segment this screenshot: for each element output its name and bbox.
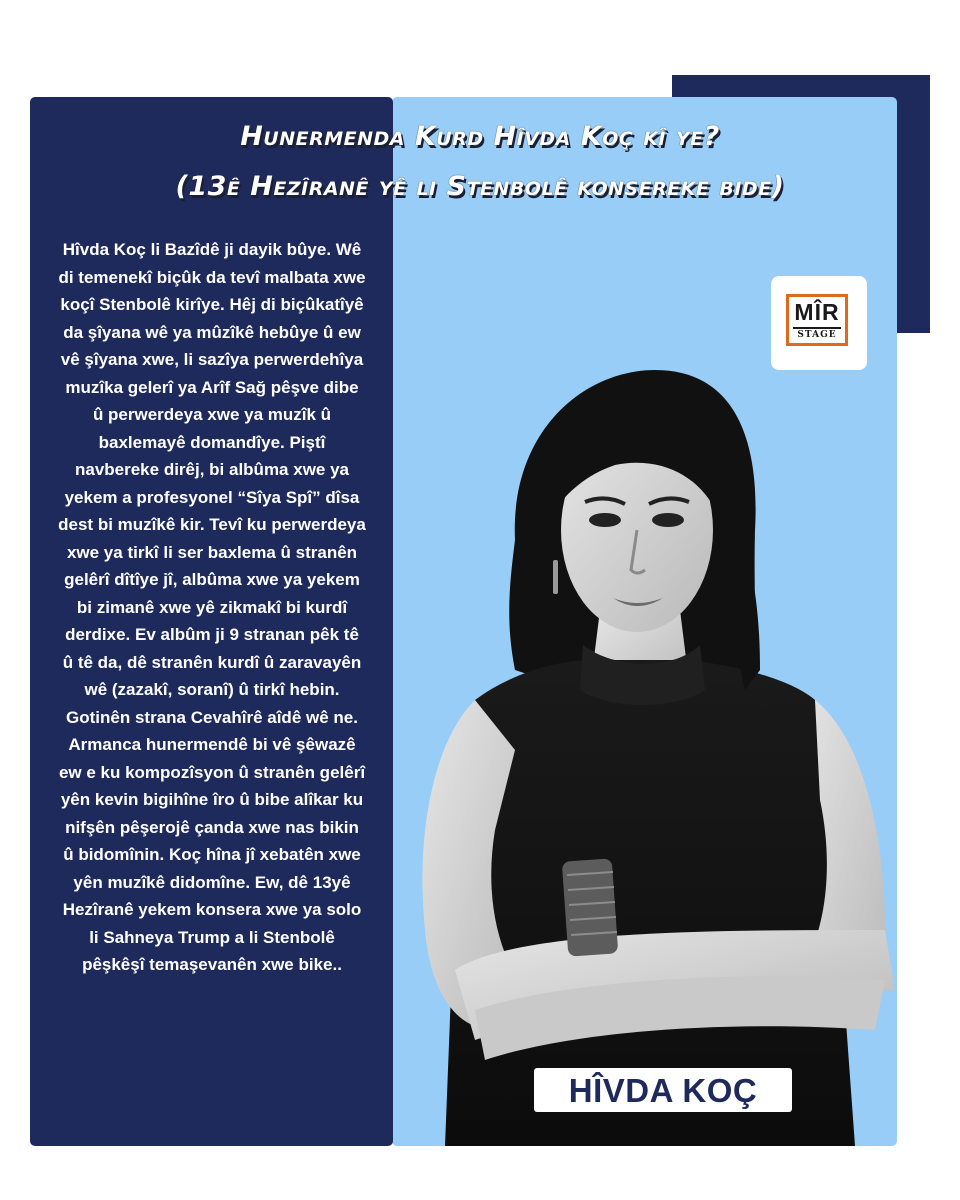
title-line-1: Hunermenda Kurd Hîvda Koç kî ye?	[240, 121, 720, 152]
name-tag: HÎVDA KOÇ	[534, 1068, 792, 1112]
title-line-2: (13ê Hezîranê yê li Stenbolê konsereke bide)	[175, 171, 785, 202]
portrait-photo-icon	[415, 370, 897, 1146]
mir-stage-logo-icon	[771, 276, 867, 370]
logo-sub-text: STAGE	[793, 327, 841, 341]
logo-main-text: MÎR	[794, 299, 840, 325]
page-title	[60, 112, 900, 212]
logo-frame	[786, 294, 848, 346]
biography-text: Hîvda Koç li Bazîdê ji dayik bûye. Wê di temenekî biçûk da tevî malbata xwe koçî Stenbolê kirîye. Hêj di biçûkatîyê da şîyana wê ya mûzîkê hebûye û ew vê şîyana xwe, li sazîya perwerdehîya muzîka gelerî ya Arîf Sağ pêşve dibe û perwerdeya xwe ya muzîk û baxlemayê domandîye. Piştî navbereke dirêj, bi albûma xwe ya yekem a profesyonel “Sîya Spî” dîsa dest bi muzîkê kir. Tevî ku perwerdeya xwe ya tirkî li ser baxlema û stranên gelêrî dîtîye jî, albûma xwe ya yekem bi zimanê xwe yê zikmakî bi kurdî derdixe. Ev albûm ji 9 stranan pêk tê û tê da, dê stranên kurdî û zaravayên wê (zazakî, soranî) û tirkî hebin. Gotinên strana Cevahîrê aîdê wê ne. Armanca hunermendê bi vê şêwazê ew e ku kompozîsyon û stranên gelêrî yên kevin bigihîne îro û bibe alîkar ku nifşên pêşerojê çanda xwe nas bikin û bidomînin. Koç hîna jî xebatên xwe yên muzîkê didomîne. Ew, dê 13yê Hezîranê yekem konsera xwe ya solo li Sahneya Trump a li Stenbolê pêşkêşî temaşevanên xwe bike..	[58, 240, 366, 974]
